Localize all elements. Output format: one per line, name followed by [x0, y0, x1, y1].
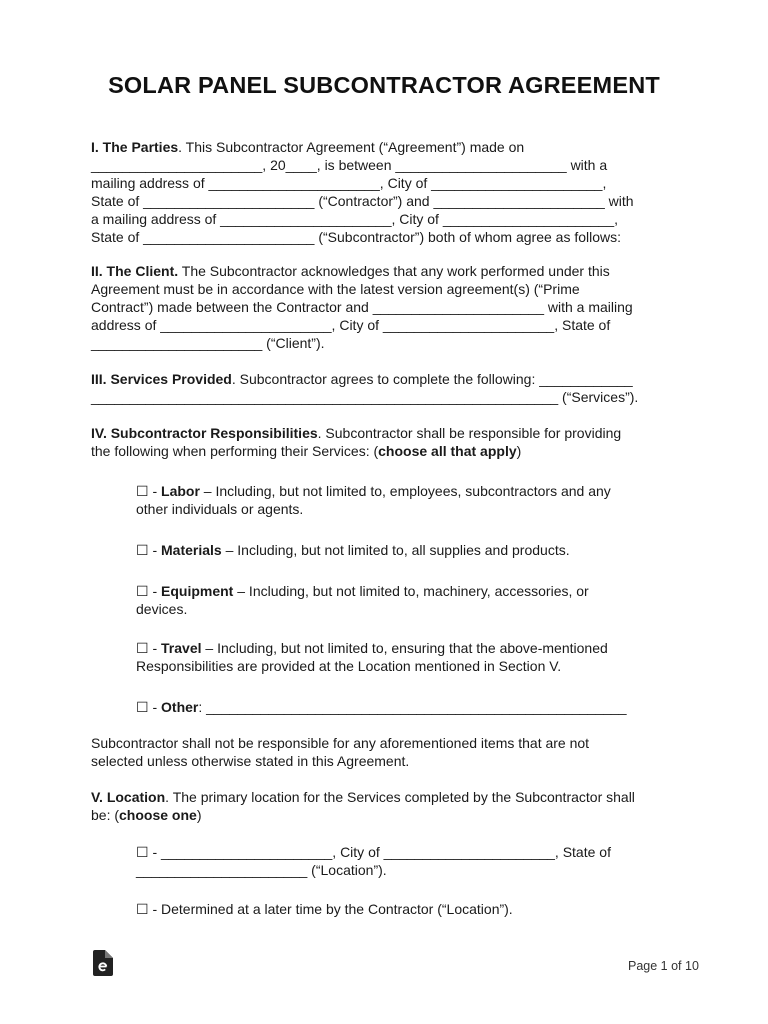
section-parties — [91, 138, 691, 246]
parties-line-1: I. The Parties. This Subcontractor Agreement (“Agreement”) made on — [91, 139, 525, 155]
parties-line-5: a mailing address of ______________________, City of ______________________, — [91, 211, 619, 227]
location-heading: V. Location — [91, 789, 166, 805]
location-line-1: V. Location. The primary location for the Services completed by the Subcontractor shall — [91, 789, 635, 805]
section-responsibilities — [91, 424, 691, 460]
checkbox-item-travel[interactable]: ☐ - Travel – Including, but not limited to, ensuring that the above-mentioned Responsibilities are provided at the Location mentioned in Section V. — [136, 640, 608, 674]
document-title: SOLAR PANEL SUBCONTRACTOR AGREEMENT — [108, 72, 660, 98]
client-line-2: Agreement must be in accordance with the latest version agreement(s) (“Prime — [91, 281, 580, 297]
other-blank: : ______________________________________________________ — [198, 699, 627, 715]
travel-label: Travel — [161, 640, 202, 656]
parties-line-4: State of ______________________ (“Contractor”) and ______________________ with — [91, 193, 634, 209]
responsibilities-line-1: IV. Subcontractor Responsibilities. Subcontractor shall be responsible for providing — [91, 425, 622, 441]
section-services — [91, 370, 691, 406]
parties-line-3: mailing address of ______________________, City of ______________________, — [91, 175, 607, 191]
parties-line-2: ______________________, 20____, is between ______________________ with a — [91, 157, 608, 173]
client-line-1: II. The Client. The Subcontractor acknowledges that any work performed under this — [91, 263, 610, 279]
eforms-logo-icon — [93, 950, 113, 976]
exclusion-note: Subcontractor shall not be responsible for any aforementioned items that are not selected unless otherwise stated in this Agreement. — [91, 735, 590, 769]
checkbox-icon[interactable]: ☐ — [136, 542, 149, 558]
client-line-5: ______________________ (“Client”). — [91, 335, 325, 351]
responsibilities-line-2: the following when performing their Services: (choose all that apply) — [91, 443, 522, 459]
services-line-2: ____________________________________________________________ (“Services”). — [91, 389, 639, 405]
client-heading: II. The Client. — [91, 263, 179, 279]
client-line-4: address of ______________________, City of ______________________, State of — [91, 317, 611, 333]
parties-heading: I. The Parties — [91, 139, 179, 155]
section-location — [91, 788, 691, 824]
labor-label: Labor — [161, 483, 200, 499]
checkbox-icon[interactable]: ☐ — [136, 583, 149, 599]
page-number: Page 1 of 10 — [628, 959, 699, 973]
checkbox-item-labor[interactable]: ☐ - Labor – Including, but not limited to, employees, subcontractors and any other individuals or agents. — [136, 483, 611, 517]
location-option-later[interactable]: ☐ - Determined at a later time by the Contractor (“Location”). — [136, 901, 513, 917]
location-line-2: be: (choose one) — [91, 807, 202, 823]
checkbox-item-equipment[interactable]: ☐ - Equipment – Including, but not limited to, machinery, accessories, or devices. — [136, 583, 589, 617]
location-option-address[interactable]: ☐ - ______________________, City of ______________________, State of ______________________ (“Location”). — [136, 844, 611, 878]
checkbox-icon[interactable]: ☐ — [136, 483, 149, 499]
other-label: Other — [161, 699, 199, 715]
parties-line-6: State of ______________________ (“Subcontractor”) both of whom agree as follows: — [91, 229, 622, 245]
checkbox-item-materials[interactable]: ☐ - Materials – Including, but not limited to, all supplies and products. — [136, 542, 570, 558]
materials-label: Materials — [161, 542, 222, 558]
section-client — [91, 262, 691, 352]
checkbox-icon[interactable]: ☐ — [136, 699, 149, 715]
client-line-3: Contract”) made between the Contractor and ______________________ with a mailing — [91, 299, 633, 315]
services-heading: III. Services Provided — [91, 371, 232, 387]
responsibilities-heading: IV. Subcontractor Responsibilities — [91, 425, 318, 441]
checkbox-icon[interactable]: ☐ — [136, 640, 149, 656]
checkbox-item-other[interactable]: ☐ - Other: ______________________________________________________ — [136, 699, 627, 715]
equipment-label: Equipment — [161, 583, 234, 599]
services-line-1: III. Services Provided. Subcontractor agrees to complete the following: ____________ — [91, 371, 633, 387]
